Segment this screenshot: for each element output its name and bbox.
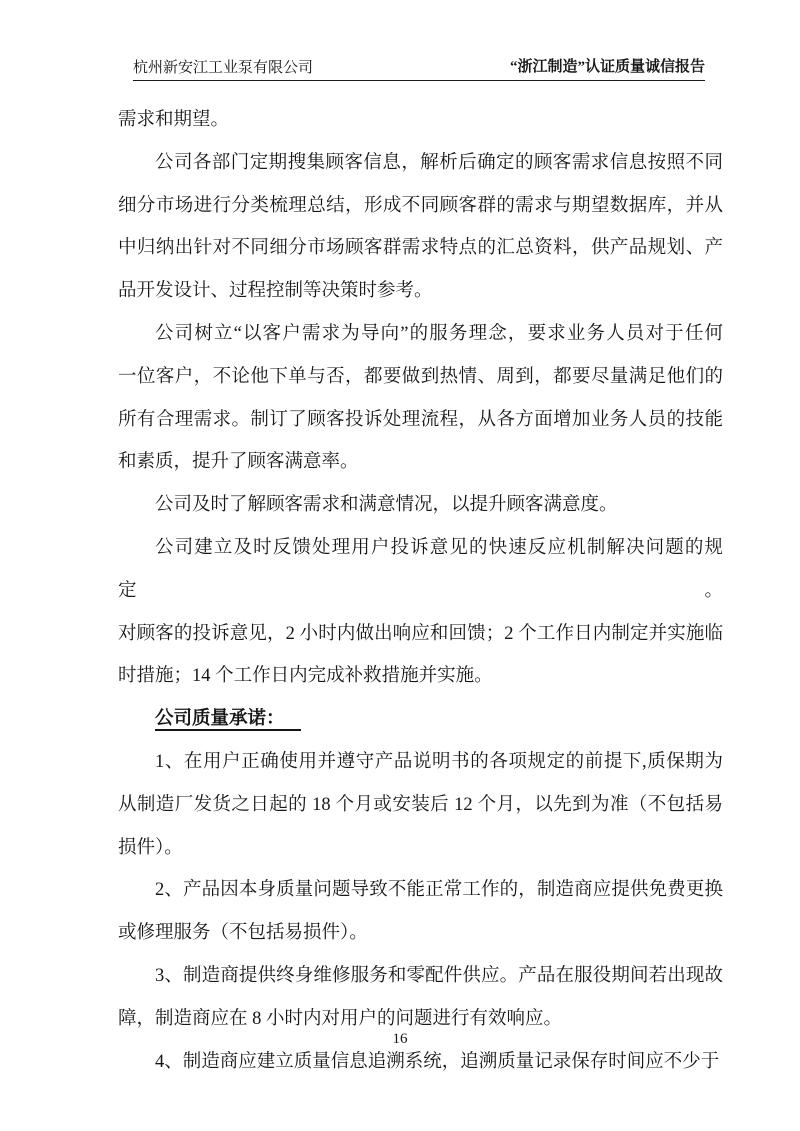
text-line: 2、产品因本身质量问题导致不能正常工作的，制造商应提供免费更换 — [155, 880, 723, 901]
text-line: 公司及时了解顾客需求和满意情况，以提升顾客满意度。 — [155, 495, 618, 516]
text-line: 3、制造商提供终身维修服务和零配件供应。产品在服役期间若出现故 — [155, 965, 723, 986]
paragraph — [118, 99, 723, 142]
text-line: 障，制造商应在 8 小时内对用户的问题进行有效响应。 — [118, 1008, 563, 1029]
text-line: 中归纳出针对不同细分市场顾客群需求特点的汇总资料，供产品规划、产 — [118, 238, 723, 259]
body — [118, 99, 723, 1083]
page-footer — [0, 1030, 800, 1048]
text-line: 时措施；14 个工作日内完成补救措施并实施。 — [118, 666, 493, 687]
text-line — [118, 698, 723, 741]
text-line: 损件）。 — [118, 837, 183, 858]
paragraph — [118, 869, 723, 955]
header-report-title: “浙江制造”认证质量诚信报告 — [510, 57, 705, 81]
paragraph — [118, 741, 723, 869]
text-line: 公司树立“以客户需求为导向”的服务理念，要求业务人员对于任何 — [155, 323, 723, 344]
paragraph — [118, 313, 723, 484]
text-line: 品开发设计、过程控制等决策时参考。 — [118, 281, 433, 302]
text-line: 或修理服务（不包括易损件）。 — [118, 923, 368, 944]
heading-text: 公司质量承诺： — [155, 709, 301, 731]
paragraph — [118, 955, 723, 1041]
text-line: 4、制造商应建立质量信息追溯系统，追溯质量记录保存时间应不少于 — [155, 1051, 720, 1072]
header-company-name: 杭州新安江工业泵有限公司 — [133, 58, 510, 81]
page-number: 16 — [392, 1031, 408, 1047]
text-line: 从制造厂发货之日起的 18 个月或安装后 12 个月，以先到为准（不包括易 — [118, 794, 723, 815]
paragraph — [118, 527, 723, 698]
paragraph — [118, 484, 723, 527]
text-line: 公司各部门定期搜集顾客信息，解析后确定的顾客需求信息按照不同 — [155, 152, 723, 173]
text-line: 一位客户，不论他下单与否，都要做到热情、周到，都要尽量满足他们的 — [118, 366, 723, 387]
text-line: 1、在用户正确使用并遵守产品说明书的各项规定的前提下,质保期为 — [155, 751, 723, 772]
text-line: 所有合理需求。制订了顾客投诉处理流程，从各方面增加业务人员的技能 — [118, 409, 723, 430]
text-line: 细分市场进行分类梳理总结，形成不同顾客群的需求与期望数据库，并从 — [118, 195, 723, 216]
text-line: 需求和期望。 — [118, 110, 230, 130]
paragraph — [118, 142, 723, 313]
text-line: 对顾客的投诉意见，2 小时内做出响应和回馈；2 个工作日内制定并实施临 — [118, 623, 723, 644]
page-header — [133, 57, 705, 81]
text-line: 公司建立及时反馈处理用户投诉意见的快速反应机制解决问题的规定。 — [118, 537, 723, 601]
text-line: 和素质，提升了顾客满意率。 — [118, 452, 359, 473]
section-heading — [118, 698, 723, 741]
